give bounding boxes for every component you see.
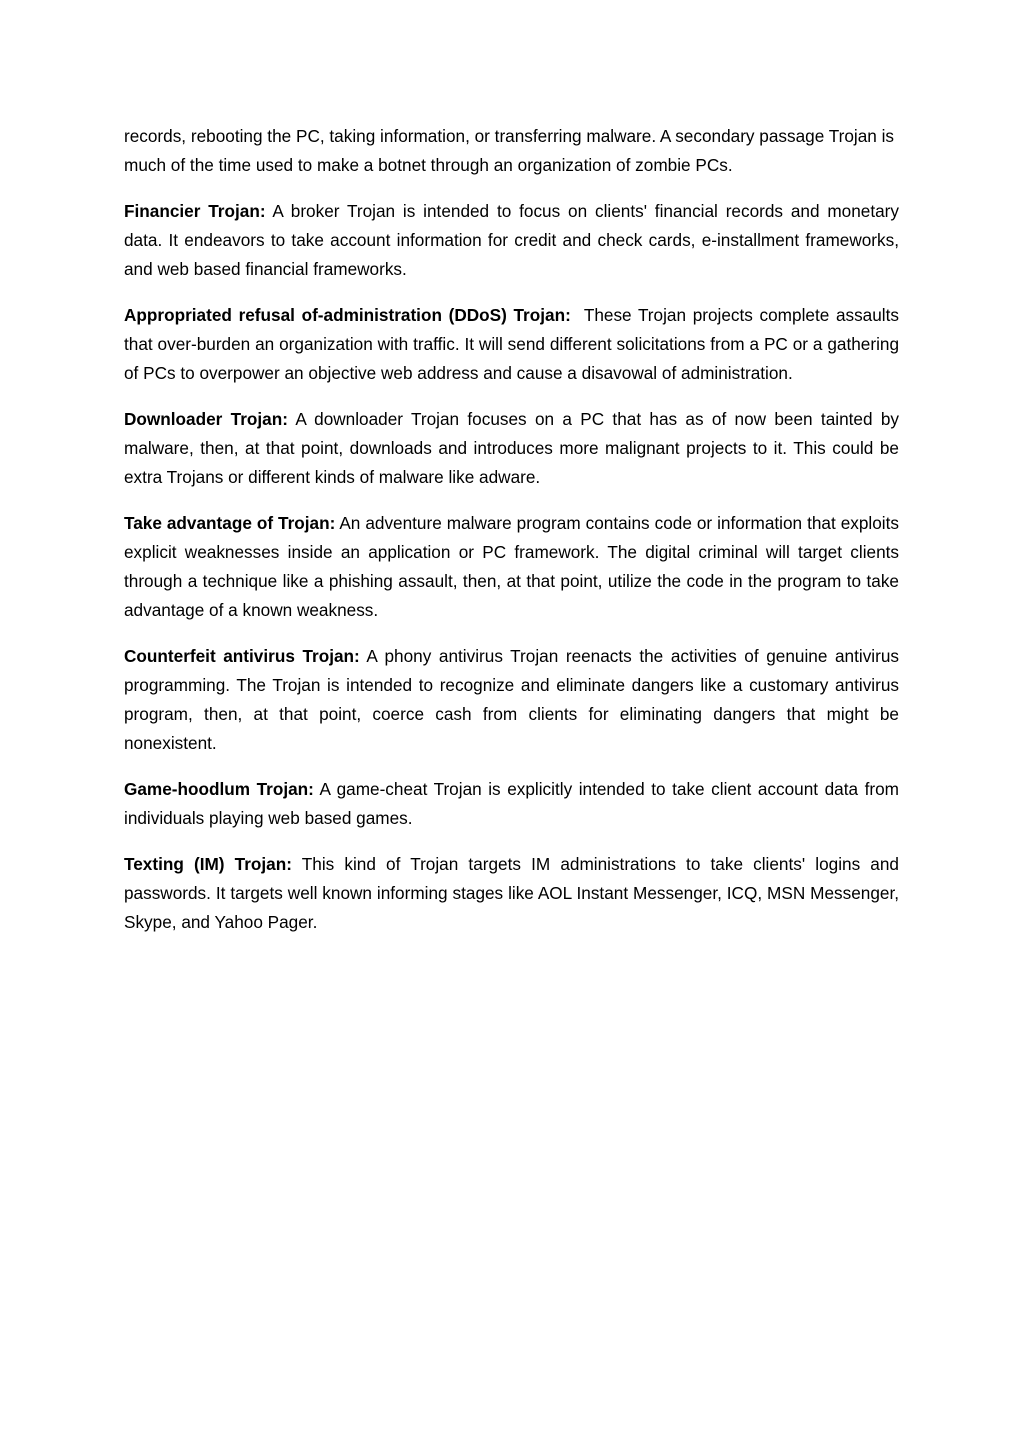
section-term: Take advantage of Trojan: bbox=[124, 513, 336, 533]
document-body bbox=[124, 122, 904, 954]
section-text: These Trojan projects complete assaults that over-burden an organization with traffic. It will send different solicitations from a PC or a gathering of PCs to overpower an objective web address and cause a disavowal of administration. bbox=[124, 305, 904, 383]
section-text: This kind of Trojan targets IM administrations to take clients' logins and passwords. It targets well known informing stages like AOL Instant Messenger, ICQ, MSN Messenger, Skype, and Yahoo Pager. bbox=[124, 854, 899, 932]
section-game-thief-trojan bbox=[124, 775, 899, 833]
section-term: Downloader Trojan: bbox=[124, 409, 288, 429]
section-financier-trojan bbox=[124, 197, 899, 284]
section-term: Financier Trojan: bbox=[124, 201, 266, 221]
section-term: Counterfeit antivirus Trojan: bbox=[124, 646, 360, 666]
section-ddos-trojan bbox=[124, 301, 904, 388]
section-text: A game-cheat Trojan is explicitly intended to take client account data from individuals playing web based games. bbox=[124, 779, 899, 828]
section-term: Appropriated refusal of-administration (DDoS) Trojan: bbox=[124, 305, 571, 325]
section-fake-antivirus-trojan bbox=[124, 642, 899, 758]
section-downloader-trojan bbox=[124, 405, 899, 492]
section-text: An adventure malware program contains code or information that exploits explicit weaknesses inside an application or PC framework. The digital criminal will target clients through a technique like a phishing assault, then, at that point, utilize the code in the program to take advantage of a known weakness. bbox=[124, 513, 899, 620]
intro-paragraph: records, rebooting the PC, taking information, or transferring malware. A secondary passage Trojan is much of the time used to make a botnet through an organization of zombie PCs. bbox=[124, 126, 895, 175]
section-text: A downloader Trojan focuses on a PC that has as of now been tainted by malware, then, at that point, downloads and introduces more malignant projects to it. This could be extra Trojans or different kinds of malware like adware. bbox=[124, 409, 899, 487]
section-term: Texting (IM) Trojan: bbox=[124, 854, 292, 874]
section-term: Game-hoodlum Trojan: bbox=[124, 779, 314, 799]
section-im-trojan bbox=[124, 850, 899, 937]
section-text: A phony antivirus Trojan reenacts the activities of genuine antivirus programming. The Trojan is intended to recognize and eliminate dangers like a customary antivirus program, then, at that point, coerce cash from clients for eliminating dangers that might be nonexistent. bbox=[124, 646, 899, 753]
section-exploit-trojan bbox=[124, 509, 899, 625]
section-text: A broker Trojan is intended to focus on clients' financial records and monetary data. It endeavors to take account information for credit and check cards, e-installment frameworks, and web based financial frameworks. bbox=[124, 201, 900, 279]
